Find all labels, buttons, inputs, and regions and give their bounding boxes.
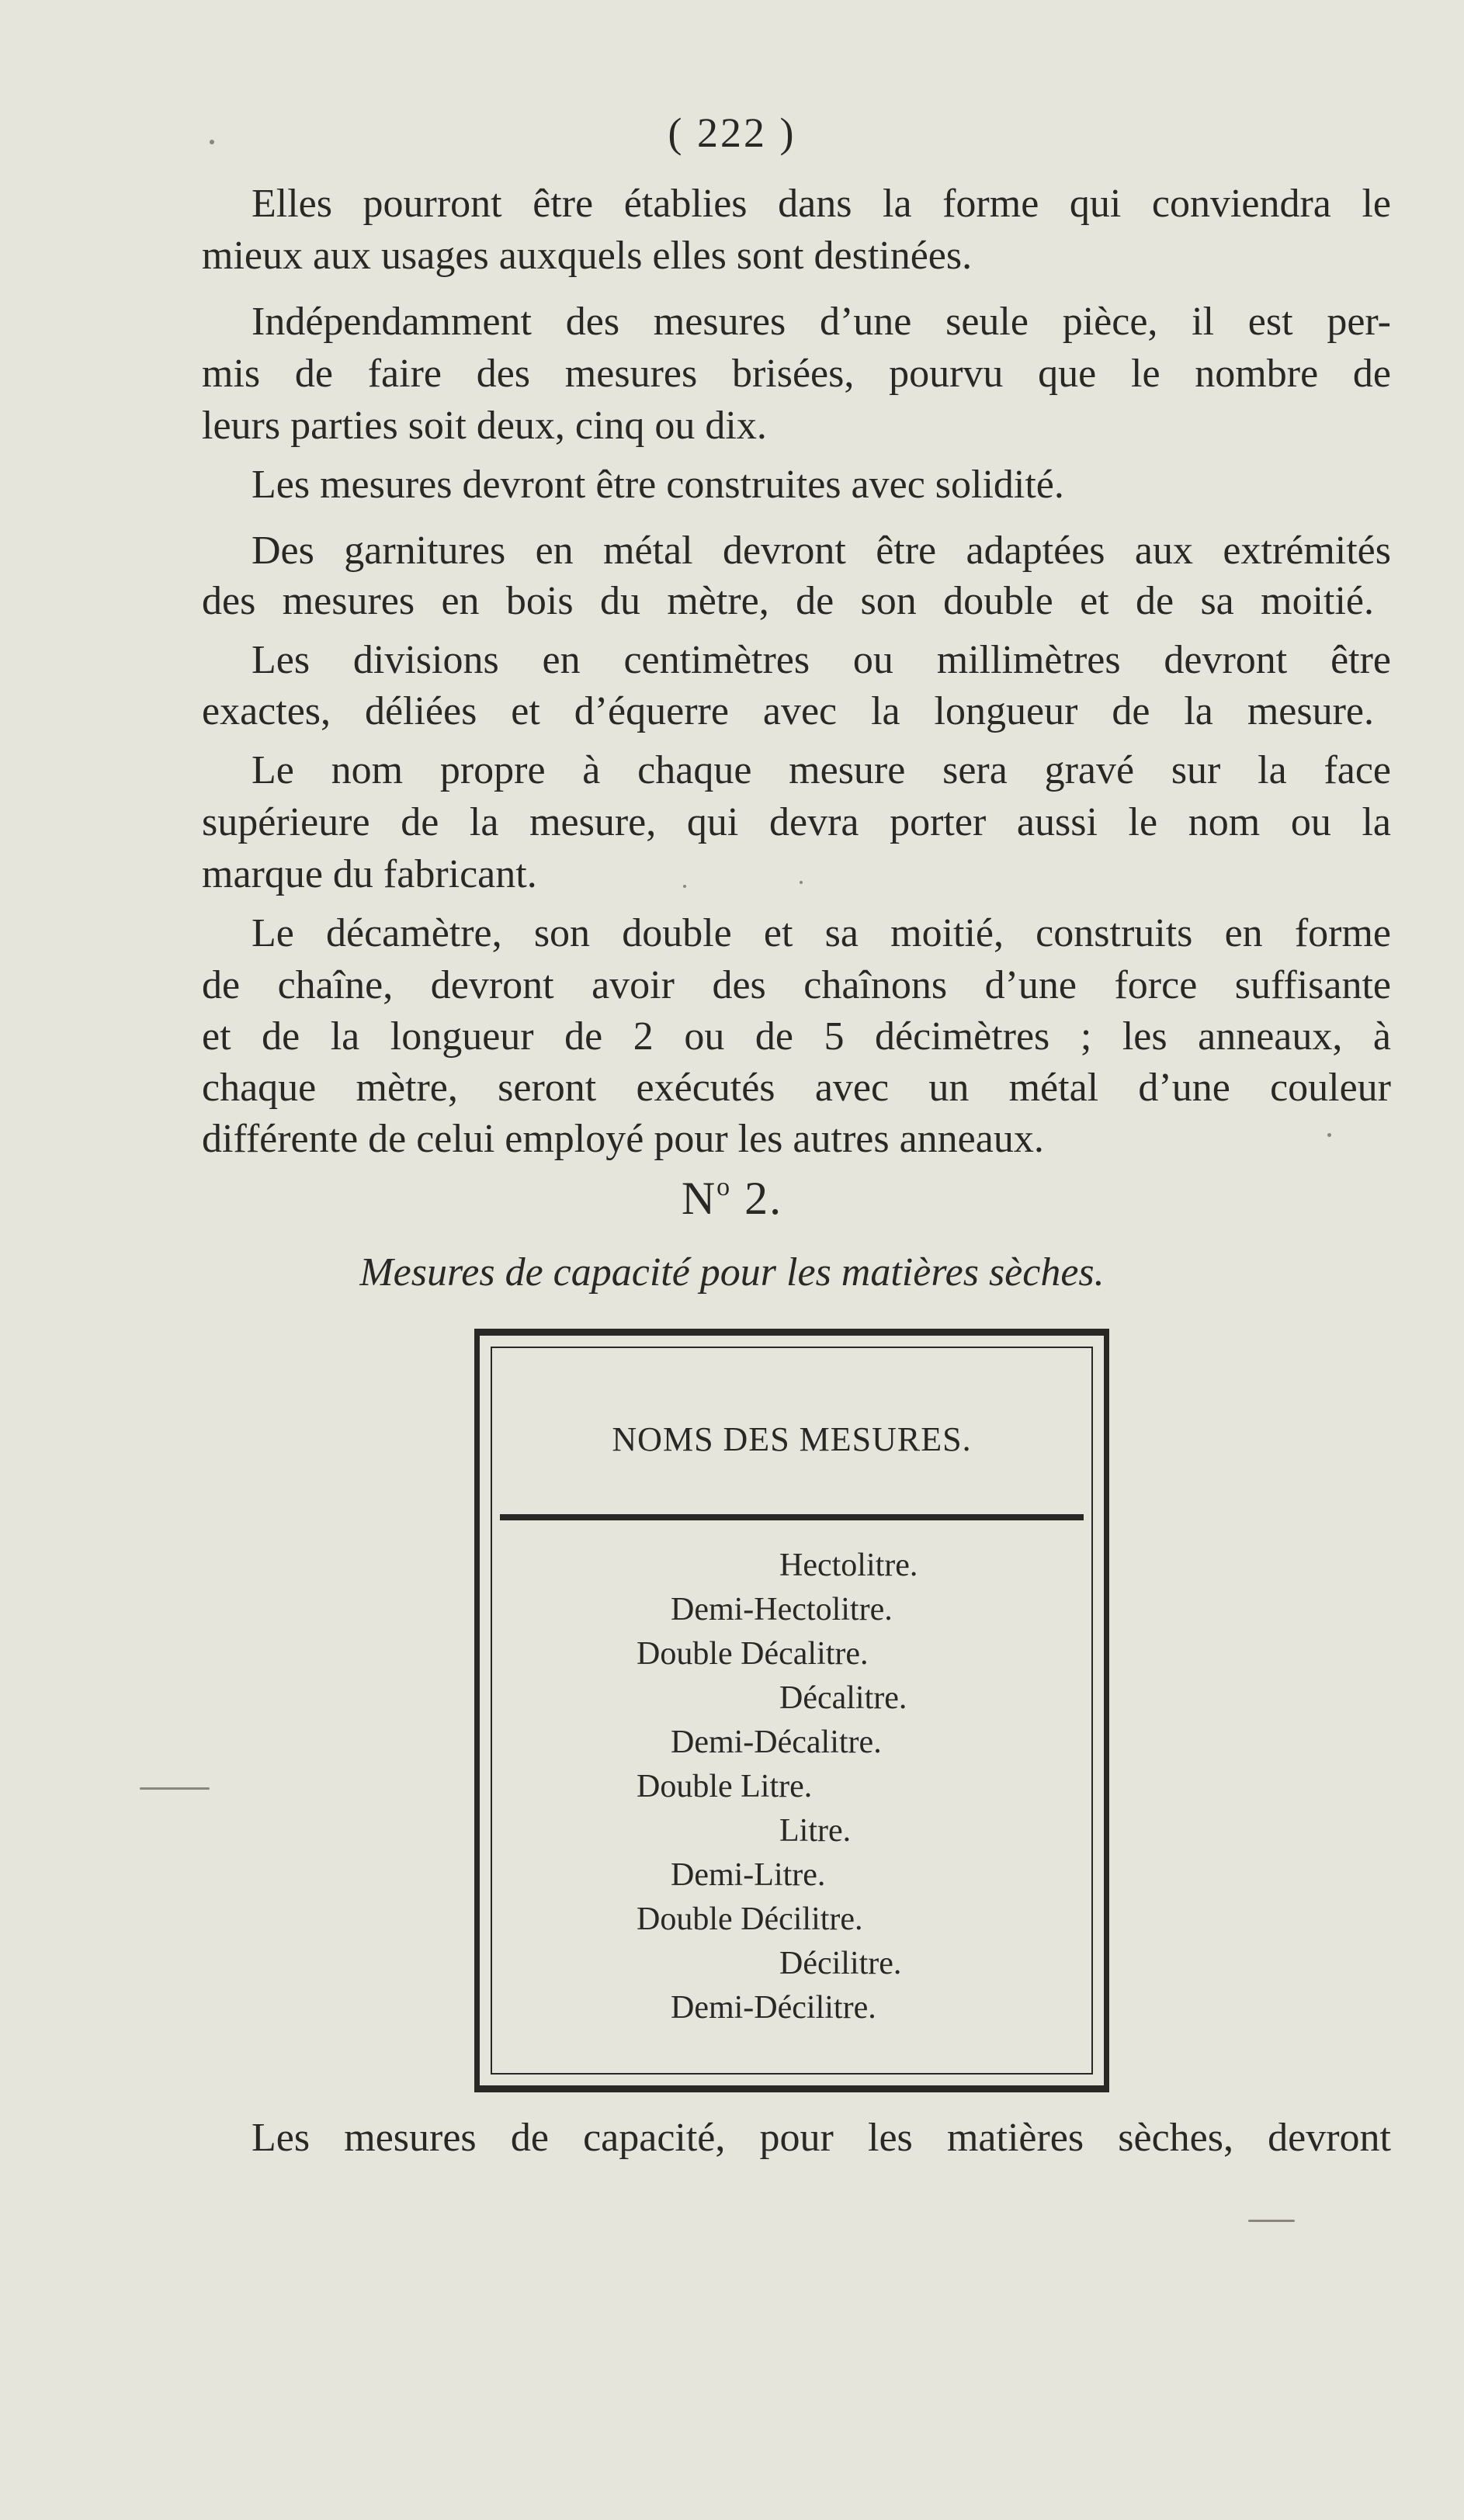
section-number-value: 2. [731, 1173, 783, 1224]
paper-speck [1327, 1133, 1331, 1137]
measure-item: Double Décalitre. [637, 1636, 869, 1672]
paper-speck [1248, 2220, 1295, 2222]
measures-table [474, 1329, 1109, 2092]
measure-item: Double Décilitre. [637, 1901, 863, 1937]
body-line: marque du fabricant. [202, 852, 537, 896]
section-number-prefix: N [681, 1173, 717, 1224]
table-header: NOMS DES MESURES. [612, 1420, 972, 1458]
measure-item: Litre. [779, 1813, 852, 1849]
body-line: Indépendamment des mesures d’une seule pièce, il est per- [252, 300, 1391, 344]
measure-item: Hectolitre. [779, 1548, 918, 1583]
table-divider [500, 1514, 1084, 1520]
measure-item: Double Litre. [637, 1769, 813, 1804]
measure-item: Demi-Décalitre. [671, 1724, 882, 1760]
section-number-sup: o [716, 1173, 732, 1201]
paper-speck [210, 140, 214, 144]
body-line: mis de faire des mesures brisées, pourvu que le nombre de [202, 352, 1391, 396]
paper-speck [140, 1787, 210, 1790]
measure-item: Demi-Hectolitre. [671, 1592, 893, 1627]
paper-speck [683, 885, 686, 888]
measure-item: Demi-Décilitre. [671, 1990, 876, 2026]
body-line: des mesures en bois du mètre, de son double et de sa moitié. [202, 579, 1374, 623]
section-title: Mesures de capacité pour les matières sèches. [359, 1250, 1105, 1295]
closing-line: Les mesures de capacité, pour les matières sèches, devront [252, 2116, 1391, 2160]
body-line: Des garnitures en métal devront être adaptées aux extrémités [252, 529, 1391, 573]
section-number [0, 1172, 1464, 1225]
paper-speck [800, 881, 803, 884]
body-line: exactes, déliées et d’équerre avec la longueur de la mesure. [202, 689, 1374, 733]
body-line: Les divisions en centimètres ou millimètres devront être [252, 638, 1391, 682]
body-line: différente de celui employé pour les autres anneaux. [202, 1117, 1044, 1161]
body-line: supérieure de la mesure, qui devra porter aussi le nom ou la [202, 800, 1391, 844]
body-line: Elles pourront être établies dans la forme qui conviendra le [252, 182, 1391, 226]
body-line: chaque mètre, seront exécutés avec un métal d’une couleur [202, 1066, 1391, 1110]
measure-item: Décilitre. [779, 1946, 902, 1981]
body-line: leurs parties soit deux, cinq ou dix. [202, 404, 767, 448]
body-line: Le nom propre à chaque mesure sera gravé sur la face [252, 748, 1391, 792]
body-line: de chaîne, devront avoir des chaînons d’une force suffisante [202, 963, 1391, 1007]
page-number: ( 222 ) [668, 109, 796, 156]
body-line: et de la longueur de 2 ou de 5 décimètres ; les anneaux, à [202, 1014, 1391, 1059]
measure-item: Décalitre. [779, 1680, 907, 1716]
body-line: mieux aux usages auxquels elles sont destinées. [202, 234, 973, 278]
body-line: Le décamètre, son double et sa moitié, construits en forme [252, 911, 1391, 955]
body-line: Les mesures devront être construites avec solidité. [252, 463, 1064, 507]
table-inner-border [491, 1347, 1093, 2075]
measure-item: Demi-Litre. [671, 1857, 826, 1893]
